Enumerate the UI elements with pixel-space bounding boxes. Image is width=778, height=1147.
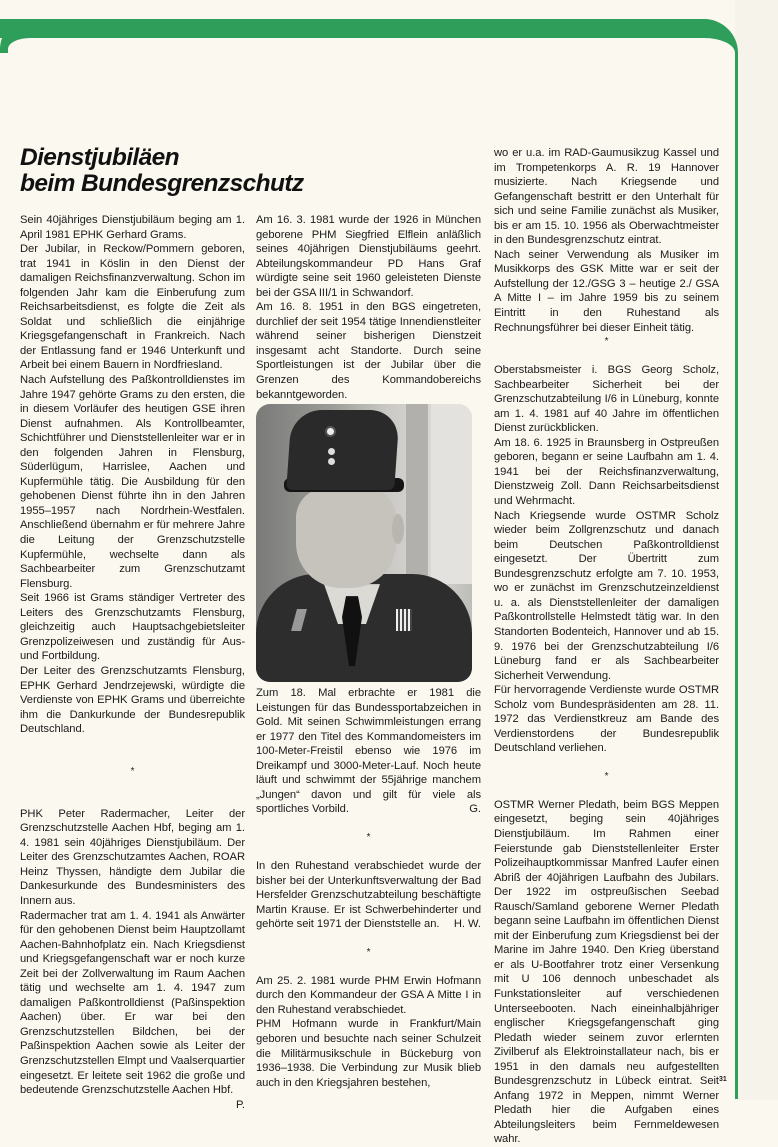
paragraph: Am 16. 8. 1951 in den BGS eingetreten, durchlief der seit 1954 tätige Innendienstleiter während seiner bisherigen Dienstzeit insgesamt acht Standorte. Durch seine Sportleistungen ist der Jubilar über die Grenzen des Kommandobereichs bekanntgeworden. xyxy=(256,301,481,401)
paragraph: Nach Aufstellung des Paßkontrolldienstes im Jahre 1947 gehörte Grams zu den ersten, die in diesem Vorläufer des heutigen GSE ihren Dienst aufnahmen. Als Kontrollbeamter, Schichtführer und Dienststellenleiter war er in den folgenden Jahren in Flensburg, Süderlügum, Harrislee, Aachen und Kupfermühle tätig. Die Ausbildung für den gehobenen Dienst führte ihn in den Jahren 1955–1957 nach Nordrhein-Westfalen. Anschließend übernahm er für mehrere Jahre die Leitung der Grenzschutzstelle Kupfermühle, wechselte dann als Sachbearbeiter zum Grenzschutzamt Flensburg. xyxy=(20,374,245,590)
paragraph: wo er u.a. im RAD-Gaumusikzug Kassel und im Trompetenkorps A. R. 19 Hannover musizierte. Nach Kriegsende und Gefangenschaft bestritt er den Unterhalt für sich und seine Familie zunächst als Musiker, bis er am 15. 10. 1956 als Oberwachtmeister in den Bundesgrenzschutz eintrat. xyxy=(494,147,719,247)
paragraph: PHK Peter Radermacher, Leiter der Grenzschutzstelle Aachen Hbf, beging am 1. 4. 1981 sein 40jähriges Dienstjubiläum. Der Leiter des Grenzschutzamtes Aachen, ROAR Heinz Thyssen, händigte dem Jubilar die Dankesurkunde des Bundesministers des Innern aus. xyxy=(20,807,245,907)
section-separator: * xyxy=(366,832,371,844)
title-line-2: beim Bundesgrenzschutz xyxy=(20,170,304,197)
author-initials: G. xyxy=(469,803,481,816)
section-separator: * xyxy=(604,770,609,782)
title-line-1: Dienstjubiläen xyxy=(20,144,180,171)
paragraph: PHM Hofmann wurde in Frankfurt/Main geboren und besuchte nach seiner Schulzeit die Militärmusikschule in Bückeburg von 1936–1938. Die Verbindung zur Musik blieb auch in den Kriegsjahren bestehen, xyxy=(256,1018,481,1089)
paragraph: Für hervorragende Verdienste wurde OSTMR Scholz vom Bundespräsidenten am 28. 11. 1972 das Verdienstkreuz am Bande des Verdienstordens der Bundesrepublik Deutschland verliehen. xyxy=(494,684,719,755)
page-edge-scan-area xyxy=(735,0,778,1100)
paragraph: Zum 18. Mal erbrachte er 1981 die Leistungen für das Bundessportabzeichen in Gold. Mit seinen Schwimmleistungen errang er 1977 den Titel des Kommandomeisters im 100-Meter-Freistil ebenso wie 1976 im Dreikampf und 3000-Meter-Lauf. Noch heute läuft und schwimmt der 55jährige manchem „Jungen“ davon und gilt für viele als sportliches Vorbild. xyxy=(256,687,481,816)
author-initials: H. W. xyxy=(453,918,481,931)
paragraph: Am 25. 2. 1981 wurde PHM Erwin Hofmann durch den Kommandeur der GSA A Mitte I in den Ruhestand verabschiedet. xyxy=(256,974,481,1016)
paragraph: Seit 1966 ist Grams ständiger Vertreter des Leiters des Grenzschutzamts Flensburg, gleichzeitig auch Hauptsachgebietsleiter Grenzpolizeiwesen und zuständig für Aus- und Fortbildung. xyxy=(20,592,245,663)
paragraph: Am 16. 3. 1981 wurde der 1926 in München geborene PHM Siegfried Elflein anläßlich seines 40jährigen Dienstjubiläums geehrt. Abteilungskommandeur PD Hans Graf würdigte seine seit 1960 geleisteten Dienste bei der GSA III/1 in Schwandorf. xyxy=(256,214,481,299)
section-separator: * xyxy=(366,946,371,958)
section-separator: * xyxy=(130,765,135,777)
collar-insignia-icon xyxy=(396,609,412,631)
paragraph: OSTMR Werner Pledath, beim BGS Meppen eingesetzt, beging sein 40jähriges Dienstjubiläum. Im Rahmen einer Feierstunde gab Dienststellenleiter Erster Polizeihauptkommissar Manfred Laufer einen Abriß der 40jährigen Laufbahn des Jubilars. Der 1922 im ostpreußischen Seebad Rausch/Samland geborene Werner Pledath begann seine Laufbahn im öffentlichen Dienst mit der Einberufung zum Kriegsdienst bei der Marine im Jahre 1940. Den Krieg überstand er als U-Bootfahrer trotz einer Versenkung mit U 106 dennoch unbeschadet als Funkstationsleiter auf verschiedenen Unterseebooten. Nach eineinhalbjähriger englischer Kriegsgefangenschaft ging Pledath wieder seinem zuvor erlernten Zivilberuf als Elektroinstallateur nach, bis er 1951 in den damals neu aufgestellten Bundesgrenzschutz in Lübeck eintrat. Seit Anfang 1972 in Meppen, nimmt Werner Pledath hier die Aufgaben eines Abteilungsleiters beim Fernmeldewesen wahr. xyxy=(494,798,719,1146)
portrait-photo xyxy=(256,404,472,682)
author-initials: P. xyxy=(235,1098,245,1111)
page-number: 31 xyxy=(719,1076,727,1083)
paragraph: In den Ruhestand verabschiedet wurde der bisher bei der Unterkunftsverwaltung der Bad Hersfelder Grenzschutzabteilung beschäftigte Martin Krause. Er ist Schwerbehinderter und gehörte seit 1971 der Dienststelle an. xyxy=(256,860,481,931)
section-separator: * xyxy=(604,336,609,348)
column-1 xyxy=(20,213,245,1112)
paragraph: Oberstabsmeister i. BGS Georg Scholz, Sachbearbeiter Sicherheit bei der Grenzschutzabteilung I/6 in Lüneburg, konnte am 1. 4. 1981 auf 40 Jahre im öffentlichen Dienst zurückblicken. xyxy=(494,364,719,435)
paragraph: Nach seiner Verwendung als Musiker im Musikkorps des GSK Mitte war er seit der Aufstellung der 12./GSG 3 – heutige 2./ GSA A Mitte I – im Jahre 1959 bis zu seinem Eintritt in den Ruhestand als Rechnungsführer bei dieser Einheit tätig. xyxy=(494,248,719,334)
paragraph: Der Jubilar, in Reckow/Pommern geboren, trat 1941 in Köslin in den Dienst der damaligen Reichsfinanzverwaltung. Schon im folgenden Jahr kam die Einberufung zum Reichsarbeitsdienst, es folgte die Zeit als Soldat und schließlich die einjährige Kriegsgefangenschaft in Frankreich. Nach der Entlassung fand er 1946 Unterkunft und Arbeit bei einem Bauern in Nordfriesland. xyxy=(20,243,245,372)
column-3 xyxy=(494,146,719,1147)
column-2 xyxy=(256,213,481,1090)
article-title xyxy=(20,145,304,197)
paragraph: Radermacher trat am 1. 4. 1941 als Anwärter für den gehobenen Dienst beim Hauptzollamt Aachen-Bahnhofplatz ein. Nach Kriegsdienst und Kriegsgefangenschaft war er noch kurze Zeit bei der Zollverwaltung im Raum Aachen tätig und wechselte am 1. 4. 1947 zum damaligen Paßkontrolldienst (Paßinspektion Aachen) über. Er war bei den Grenzschutzstellen Bildchen, bei der Paßinspektion Aachen sowie als Leiter der Grenzschutzstellen Elmpt und Vaalserquartier eingesetzt. Er leitete seit 1962 die große und bedeutende Grenzschutzstelle Aachen Hbf. xyxy=(20,909,245,1097)
paragraph: Nach Kriegsende wurde OSTMR Scholz wieder beim Zollgrenzschutz und danach beim Deutschen Paßkontrolldienst eingesetzt. Der Übertritt zum Bundesgrenzschutz erfolgte am 7. 10. 1953, wo er zunächst im Grenzschutzeinzeldienst u. a. als Dienststellenleiter der damaligen Paßkontrollstelle Helmstedt tätig war. In den Standorten Bodenteich, Hannover und ab 15. 9. 1976 bei der Grenzschutzabteilung I/6 Lüneburg fand er als Sachbearbeiter Sicherheit Verwendung. xyxy=(494,509,719,682)
paragraph: Am 18. 6. 1925 in Braunsberg in Ostpreußen geboren, begann er seine Laufbahn am 1. 4. 1941 bei der Reichsfinanzverwaltung, Dienstzweig Zoll. Dann Reichsarbeitsdienst und Wehrmacht. xyxy=(494,436,719,508)
paragraph: Sein 40jähriges Dienstjubiläum beging am 1. April 1981 EPHK Gerhard Grams. xyxy=(20,214,245,241)
paragraph: Der Leiter des Grenzschutzamts Flensburg, EPHK Gerhard Jendrzejewski, würdigte die Verdienste von EPHK Grams und überreichte ihm die Dankurkunde der Bundesrepublik Deutschland. xyxy=(20,664,245,736)
